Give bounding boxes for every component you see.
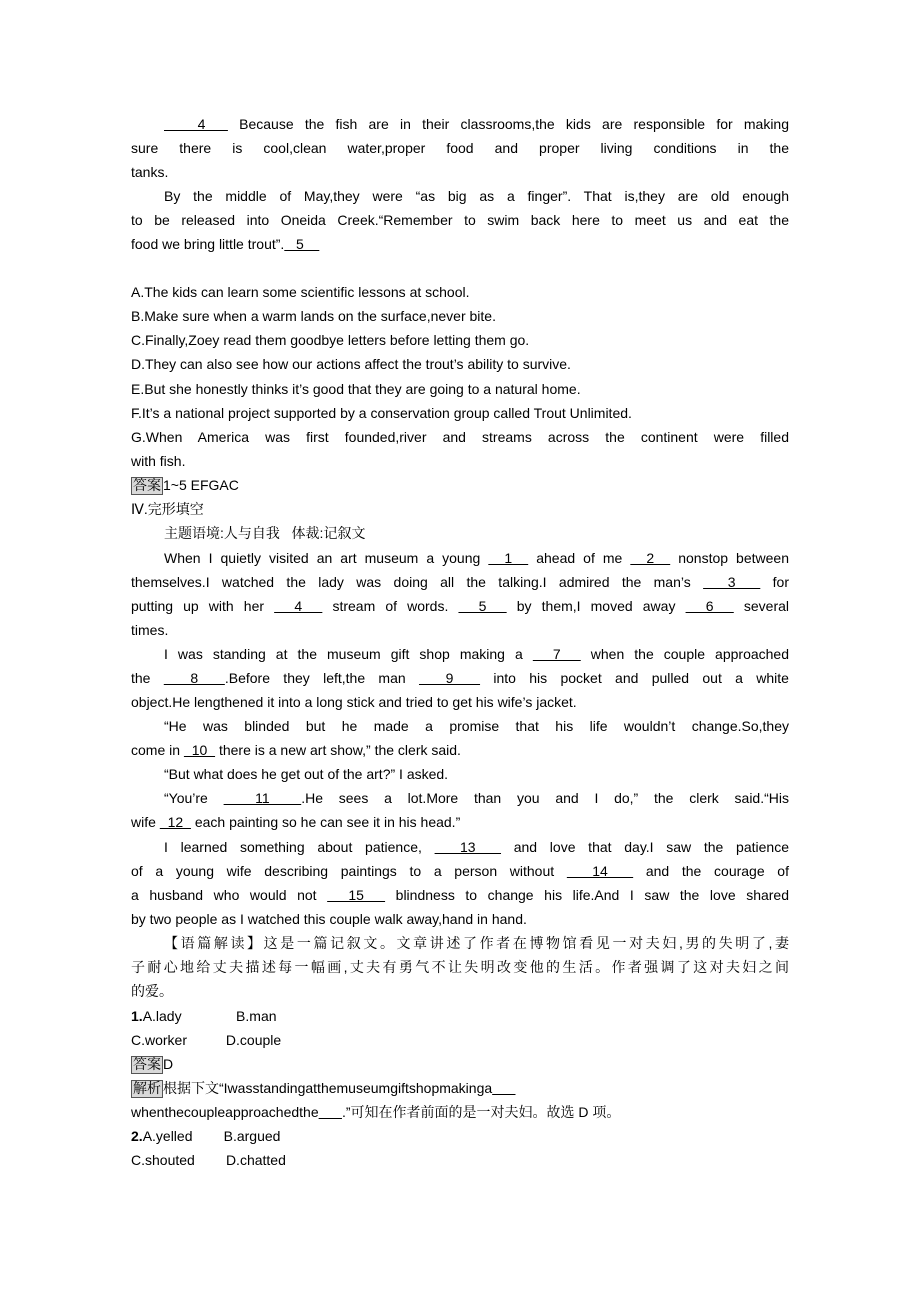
- text-segment: C.Finally,Zoey read them goodbye letters before letting them go.: [131, 332, 530, 348]
- text-line: [131, 740, 789, 760]
- text-segment: G.When America was first founded,river and streams across the continent were filled: [131, 429, 789, 445]
- text-line: [131, 668, 789, 688]
- text-segment: to be released into Oneida Creek.“Remember to swim back here to meet us and eat the: [131, 212, 789, 228]
- text-segment: 的爱。: [131, 983, 173, 999]
- label-tag: 解析: [133, 1081, 161, 1097]
- text-segment: a husband who would not: [131, 887, 328, 903]
- text-segment: D: [163, 1056, 174, 1072]
- text-segment: and the courage of: [633, 863, 789, 879]
- answer-blank: 4: [274, 598, 323, 614]
- text-line: [131, 981, 789, 1001]
- text-segment: Ⅳ.完形填空: [131, 501, 204, 517]
- text-line: [131, 692, 789, 712]
- text-segment: the: [131, 670, 164, 686]
- text-segment: into his pocket and pulled out a white: [480, 670, 789, 686]
- text-line: [131, 162, 789, 182]
- answer-blank: 5: [458, 598, 507, 614]
- question-number: 2.: [131, 1128, 143, 1144]
- text-line: [131, 1126, 789, 1146]
- text-segment: stream of words.: [322, 598, 459, 614]
- answer-blank: 8: [163, 670, 225, 686]
- text-line: [131, 644, 789, 664]
- text-segment: themselves.I watched the lady was doing all the talking.I admired the man’s: [131, 574, 704, 590]
- text-segment: for: [760, 574, 789, 590]
- text-segment: nonstop between: [670, 550, 789, 566]
- text-segment: A.yelled B.argued: [142, 1128, 281, 1144]
- text-segment: 根据下文“Iwasstandingatthemuseumgiftshopmakinga: [163, 1080, 493, 1096]
- text-segment: “He was blinded but he made a promise that his life wouldn’t change.So,they: [164, 718, 789, 734]
- text-segment: “You’re: [164, 790, 224, 806]
- answer-blank: [319, 1104, 342, 1120]
- text-line: [131, 885, 789, 905]
- answer-blank: 7: [532, 646, 581, 662]
- text-segment: come in: [131, 742, 184, 758]
- text-segment: A.The kids can learn some scientific lessons at school.: [131, 284, 470, 300]
- text-segment: by two people as I watched this couple walk away,hand in hand.: [131, 911, 527, 927]
- text-segment: sure there is cool,clean water,proper food and proper living conditions in the: [131, 140, 789, 156]
- answer-blank: 3: [703, 574, 761, 590]
- text-line: [131, 1030, 789, 1050]
- text-segment: When I quietly visited an art museum a young: [164, 550, 489, 566]
- text-line: [131, 234, 789, 254]
- text-segment: F.It’s a national project supported by a conservation group called Trout Unlimited.: [131, 405, 632, 421]
- question-number: 1.: [131, 1008, 143, 1024]
- text-segment: tanks.: [131, 164, 169, 180]
- text-segment: Because the fish are in their classrooms,the kids are responsible for making: [227, 116, 790, 132]
- text-segment: 1~5 EFGAC: [163, 477, 239, 493]
- text-line: [131, 620, 789, 640]
- text-line: [131, 1006, 789, 1026]
- text-segment: A.lady B.man: [142, 1008, 277, 1024]
- text-line: [131, 909, 789, 929]
- answer-blank: 9: [418, 670, 481, 686]
- answer-blank: 2: [630, 550, 671, 566]
- answer-blank: 6: [685, 598, 734, 614]
- text-segment: D.They can also see how our actions affect the trout’s ability to survive.: [131, 356, 571, 372]
- text-line: [131, 499, 789, 519]
- text-line: [131, 282, 789, 302]
- answer-blank: 4: [164, 116, 228, 132]
- text-segment: object.He lengthened it into a long stick and tried to get his wife’s jacket.: [131, 694, 577, 710]
- text-segment: E.But she honestly thinks it’s good that they are going to a natural home.: [131, 381, 581, 397]
- label-tag: 答案: [133, 1057, 161, 1073]
- text-segment: there is a new art show,” the clerk said.: [215, 742, 461, 758]
- text-segment: .”可知在作者前面的是一对夫妇。故选 D 项。: [341, 1104, 621, 1120]
- text-line: [131, 716, 789, 736]
- text-segment: C.worker D.couple: [131, 1032, 282, 1048]
- text-line: [131, 354, 789, 374]
- text-segment: .Before they left,the man: [224, 670, 419, 686]
- text-segment: C.shouted D.chatted: [131, 1152, 286, 1168]
- text-line: [131, 523, 789, 543]
- text-segment: by them,I moved away: [506, 598, 686, 614]
- text-line: [131, 861, 789, 881]
- text-segment: with fish.: [131, 453, 186, 469]
- label-tag: 答案: [133, 478, 161, 494]
- text-segment: “But what does he get out of the art?” I asked.: [164, 766, 449, 782]
- text-line: [131, 451, 789, 471]
- answer-blank: 14: [566, 863, 634, 879]
- text-line: [131, 210, 789, 230]
- text-line: [131, 933, 789, 953]
- text-segment: 子耐心地给丈夫描述每一幅画,丈夫有勇气不让失明改变他的生活。作者强调了这对夫妇之间: [131, 959, 789, 975]
- text-line: [131, 764, 789, 784]
- text-line: [131, 548, 789, 568]
- text-line: [131, 379, 789, 399]
- text-segment: .He sees a lot.More than you and I do,” the clerk said.“His: [301, 790, 789, 806]
- answer-blank: 15: [327, 887, 386, 903]
- text-segment: times.: [131, 622, 169, 638]
- answer-blank: 1: [488, 550, 529, 566]
- text-line: [131, 572, 789, 592]
- text-line: [131, 330, 789, 350]
- text-line: [131, 427, 789, 447]
- text-segment: when the couple approached: [580, 646, 789, 662]
- text-segment: I was standing at the museum gift shop making a: [164, 646, 533, 662]
- answer-blank: 13: [434, 839, 502, 855]
- text-line: [131, 957, 789, 977]
- text-line: [131, 114, 789, 134]
- text-line: [131, 186, 789, 206]
- answer-blank: 10: [183, 742, 216, 758]
- text-segment: food we bring little trout”.: [131, 236, 285, 252]
- text-segment: blindness to change his life.And I saw the love shared: [385, 887, 790, 903]
- text-line: [131, 1054, 789, 1074]
- text-segment: B.Make sure when a warm lands on the surface,never bite.: [131, 308, 496, 324]
- text-segment: and love that day.I saw the patience: [501, 839, 789, 855]
- text-line: [131, 837, 789, 857]
- answer-blank: 11: [223, 790, 302, 806]
- text-segment: whenthecoupleapproachedthe: [131, 1104, 319, 1120]
- text-segment: of a young wife describing paintings to a person without: [131, 863, 567, 879]
- text-segment: ahead of me: [528, 550, 631, 566]
- text-line: [131, 812, 789, 832]
- text-line: [131, 1078, 789, 1098]
- text-line: [131, 403, 789, 423]
- text-segment: 【语篇解读】这是一篇记叙文。文章讲述了作者在博物馆看见一对夫妇,男的失明了,妻: [164, 935, 789, 951]
- text-line: [131, 306, 789, 326]
- text-segment: each painting so he can see it in his head.”: [190, 814, 461, 830]
- text-line: [131, 475, 789, 495]
- answer-blank: 5: [284, 236, 320, 252]
- text-segment: 主题语境:人与自我 体裁:记叙文: [164, 525, 366, 541]
- text-segment: By the middle of May,they were “as big as a finger”. That is,they are old enough: [164, 188, 789, 204]
- text-line: [131, 788, 789, 808]
- answer-blank: [492, 1080, 515, 1096]
- text-segment: I learned something about patience,: [164, 839, 435, 855]
- text-segment: putting up with her: [131, 598, 275, 614]
- text-segment: several: [733, 598, 789, 614]
- text-line: [131, 1150, 789, 1170]
- text-line: [131, 596, 789, 616]
- text-line: [131, 1102, 789, 1122]
- text-segment: wife: [131, 814, 160, 830]
- text-line: [131, 138, 789, 158]
- answer-blank: 12: [159, 814, 191, 830]
